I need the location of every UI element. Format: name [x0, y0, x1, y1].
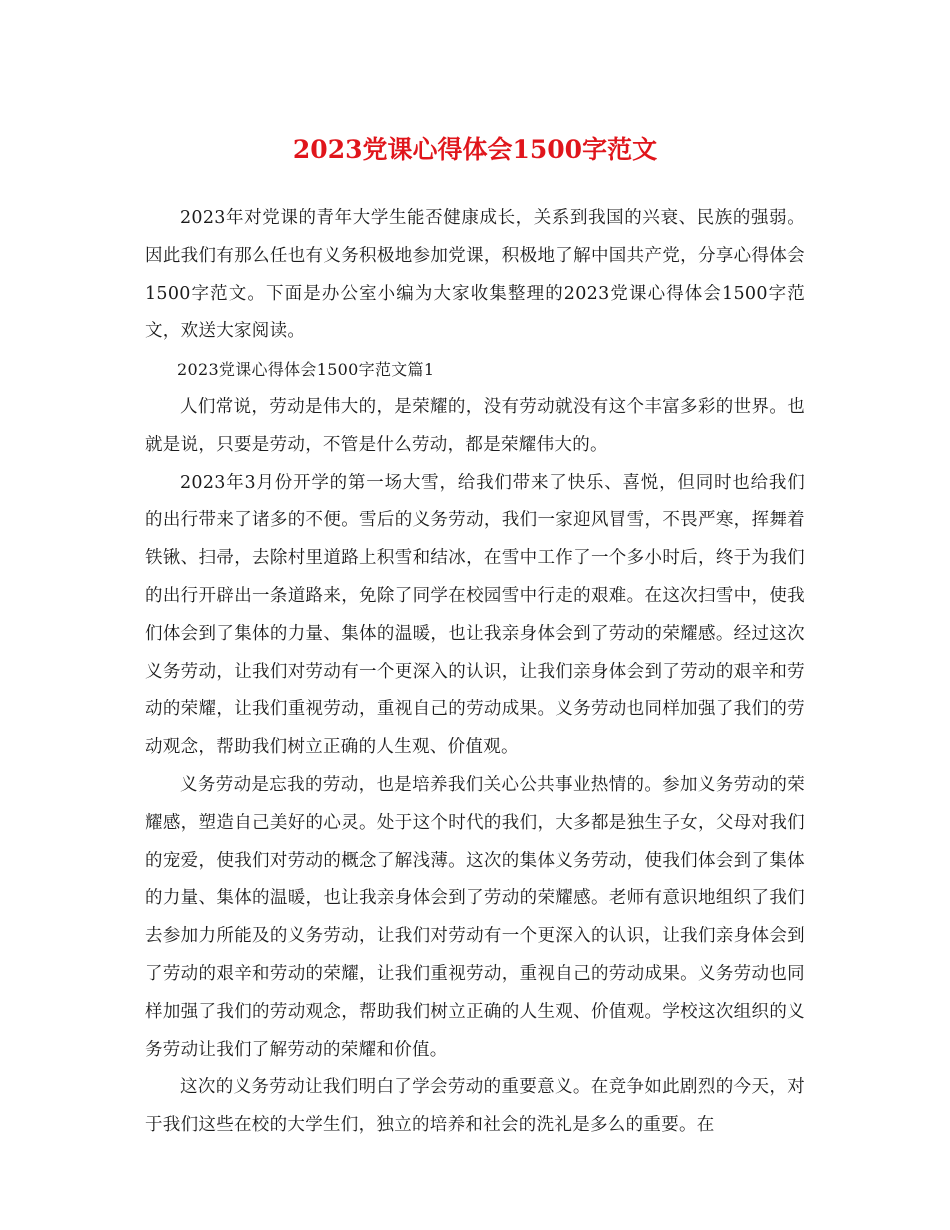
body-paragraph: 人们常说，劳动是伟大的，是荣耀的，没有劳动就没有这个丰富多彩的世界。也就是说，只要是劳动，不管是什么劳动，都是荣耀伟大的。: [145, 396, 805, 455]
body-paragraph: 义务劳动是忘我的劳动，也是培养我们关心公共事业热情的。参加义务劳动的荣耀感，塑造自己美好的心灵。处于这个时代的我们，大多都是独生子女，父母对我们的宠爱，使我们对劳动的概念了解浅薄。这次的集体义务劳动，使我们体会到了集体的力量、集体的温暖，也让我亲身体会到了劳动的荣耀感。老师有意识地组织了我们去参加力所能及的义务劳动，让我们对劳动有一个更深入的认识，让我们亲身体会到了劳动的艰辛和劳动的荣耀，让我们重视劳动，重视自己的劳动成果。义务劳动也同样加强了我们的劳动观念，帮助我们树立正确的人生观、价值观。学校这次组织的义务劳动让我们了解劳动的荣耀和价值。: [145, 774, 805, 1060]
body-paragraph: 这次的义务劳动让我们明白了学会劳动的重要意义。在竞争如此剧烈的今天，对于我们这些在校的大学生们，独立的培养和社会的洗礼是多么的重要。在: [145, 1077, 805, 1136]
section-heading: 2023党课心得体会1500字范文篇1: [177, 360, 435, 380]
body-paragraph: 2023年3月份开学的第一场大雪，给我们带来了快乐、喜悦，但同时也给我们的出行带来了诸多的不便。雪后的义务劳动，我们一家迎风冒雪，不畏严寒，挥舞着铁锹、扫帚，去除村里道路上积雪和结冰，在雪中工作了一个多小时后，终于为我们的出行开辟出一条道路来，免除了同学在校园雪中行走的艰难。在这次扫雪中，使我们体会到了集体的力量、集体的温暖，也让我亲身体会到了劳动的荣耀感。经过这次义务劳动，让我们对劳动有一个更深入的认识，让我们亲身体会到了劳动的艰辛和劳动的荣耀，让我们重视劳动，重视自己的劳动成果。义务劳动也同样加强了我们的劳动观念，帮助我们树立正确的人生观、价值观。: [145, 472, 805, 758]
intro-paragraph: 2023年对党课的青年大学生能否健康成长，关系到我国的兴衰、民族的强弱。因此我们有那么任也有义务积极地参加党课，积极地了解中国共产党，分享心得体会1500字范文。下面是办公室小编为大家收集整理的2023党课心得体会1500字范文，欢送大家阅读。: [145, 208, 805, 342]
document-body: [145, 200, 805, 1145]
document-title: 2023党课心得体会1500字范文: [292, 135, 658, 164]
